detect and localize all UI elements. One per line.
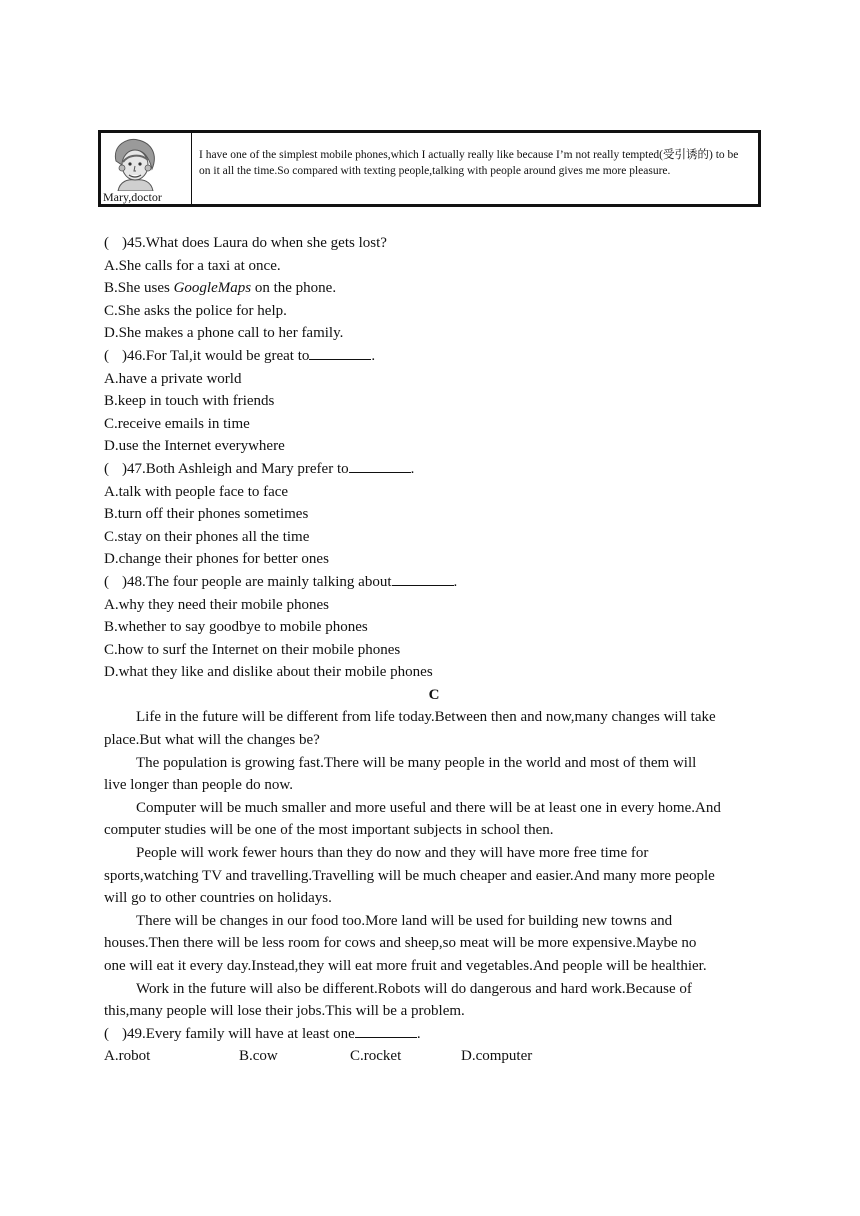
paragraph-3-line-2: computer studies will be one of the most important subjects in school then.	[104, 822, 554, 839]
option-47-a: A.talk with people face to face	[104, 483, 289, 500]
option-48-a: A.why they need their mobile phones	[104, 596, 329, 613]
option-45-d: D.She makes a phone call to her family.	[104, 325, 344, 342]
option-45-a: A.She calls for a taxi at once.	[104, 257, 281, 274]
paragraph-4-line-3: will go to other countries on holidays.	[104, 890, 332, 907]
answer-blank	[349, 459, 411, 473]
section-c-title: C	[428, 686, 440, 703]
option-46-b: B.keep in touch with friends	[104, 393, 275, 410]
question-49-stem: ( )49.Every family will have at least one .	[104, 1025, 421, 1042]
paragraph-2-line-1: The population is growing fast.There will be many people in the world and most of them will	[136, 754, 697, 771]
paragraph-5-line-1: There will be changes in our food too.More land will be used for building new towns and	[136, 912, 673, 929]
question-48-stem: ( )48.The four people are mainly talking about .	[104, 573, 458, 590]
option-48-c: C.how to surf the Internet on their mobile phones	[104, 641, 401, 658]
woman-portrait-icon	[106, 135, 162, 191]
paragraph-6-line-1: Work in the future will also be different.Robots will do dangerous and hard work.Because of	[136, 980, 692, 997]
paragraph-2-line-2: live longer than people do now.	[104, 777, 293, 794]
answer-blank	[355, 1024, 417, 1038]
option-46-d: D.use the Internet everywhere	[104, 438, 285, 455]
option-49-c: C.rocket	[350, 1048, 402, 1065]
option-45-c: C.She asks the police for help.	[104, 302, 287, 319]
profile-name: Mary,doctor	[103, 190, 162, 204]
option-47-c: C.stay on their phones all the time	[104, 528, 310, 545]
paragraph-3-line-1: Computer will be much smaller and more useful and there will be at least one in every home.And	[136, 799, 721, 816]
answer-blank	[392, 572, 454, 586]
profile-table	[98, 130, 761, 207]
paragraph-1-line-1: Life in the future will be different from life today.Between then and now,many changes will take	[136, 709, 716, 726]
question-47-stem: ( )47.Both Ashleigh and Mary prefer to .	[104, 460, 415, 477]
question-45-stem: ( )45.What does Laura do when she gets lost?	[104, 235, 387, 251]
paragraph-5-line-3: one will eat it every day.Instead,they will eat more fruit and vegetables.And people will be healthier.	[104, 958, 707, 974]
question-46-stem: ( )46.For Tal,it would be great to .	[104, 347, 376, 364]
option-48-b: B.whether to say goodbye to mobile phones	[104, 619, 368, 636]
option-46-a: A.have a private world	[104, 370, 242, 387]
paragraph-4-line-2: sports,watching TV and travelling.Travelling will be much cheaper and easier.And many more people	[104, 867, 715, 884]
questions-section	[104, 232, 764, 1068]
paragraph-5-line-2: houses.Then there will be less room for cows and sheep,so meat will be more expensive.Maybe no	[104, 935, 697, 952]
option-47-d: D.change their phones for better ones	[104, 551, 329, 568]
option-48-d: D.what they like and dislike about their mobile phones	[104, 664, 433, 681]
question-49-options	[104, 1045, 764, 1068]
profile-photo-cell	[101, 133, 192, 204]
option-49-b: B.cow	[239, 1048, 278, 1065]
answer-blank	[309, 346, 371, 360]
profile-quote: I have one of the simplest mobile phones,which I actually really like because I’m not really tempted(受引诱的) to be on it all the time.So compared with texting people,talking with people around gives me more pleasure.	[199, 149, 739, 177]
option-45-b: B.She uses GoogleMaps on the phone.	[104, 280, 337, 297]
option-49-a: A.robot	[104, 1048, 151, 1065]
paragraph-6-line-2: this,many people will lose their jobs.This will be a problem.	[104, 1003, 465, 1020]
paragraph-4-line-1: People will work fewer hours than they do now and they will have more free time for	[136, 845, 649, 862]
paragraph-1-line-2: place.But what will the changes be?	[104, 732, 320, 749]
option-46-c: C.receive emails in time	[104, 415, 250, 432]
option-47-b: B.turn off their phones sometimes	[104, 506, 309, 523]
option-49-d: D.computer	[461, 1048, 533, 1065]
